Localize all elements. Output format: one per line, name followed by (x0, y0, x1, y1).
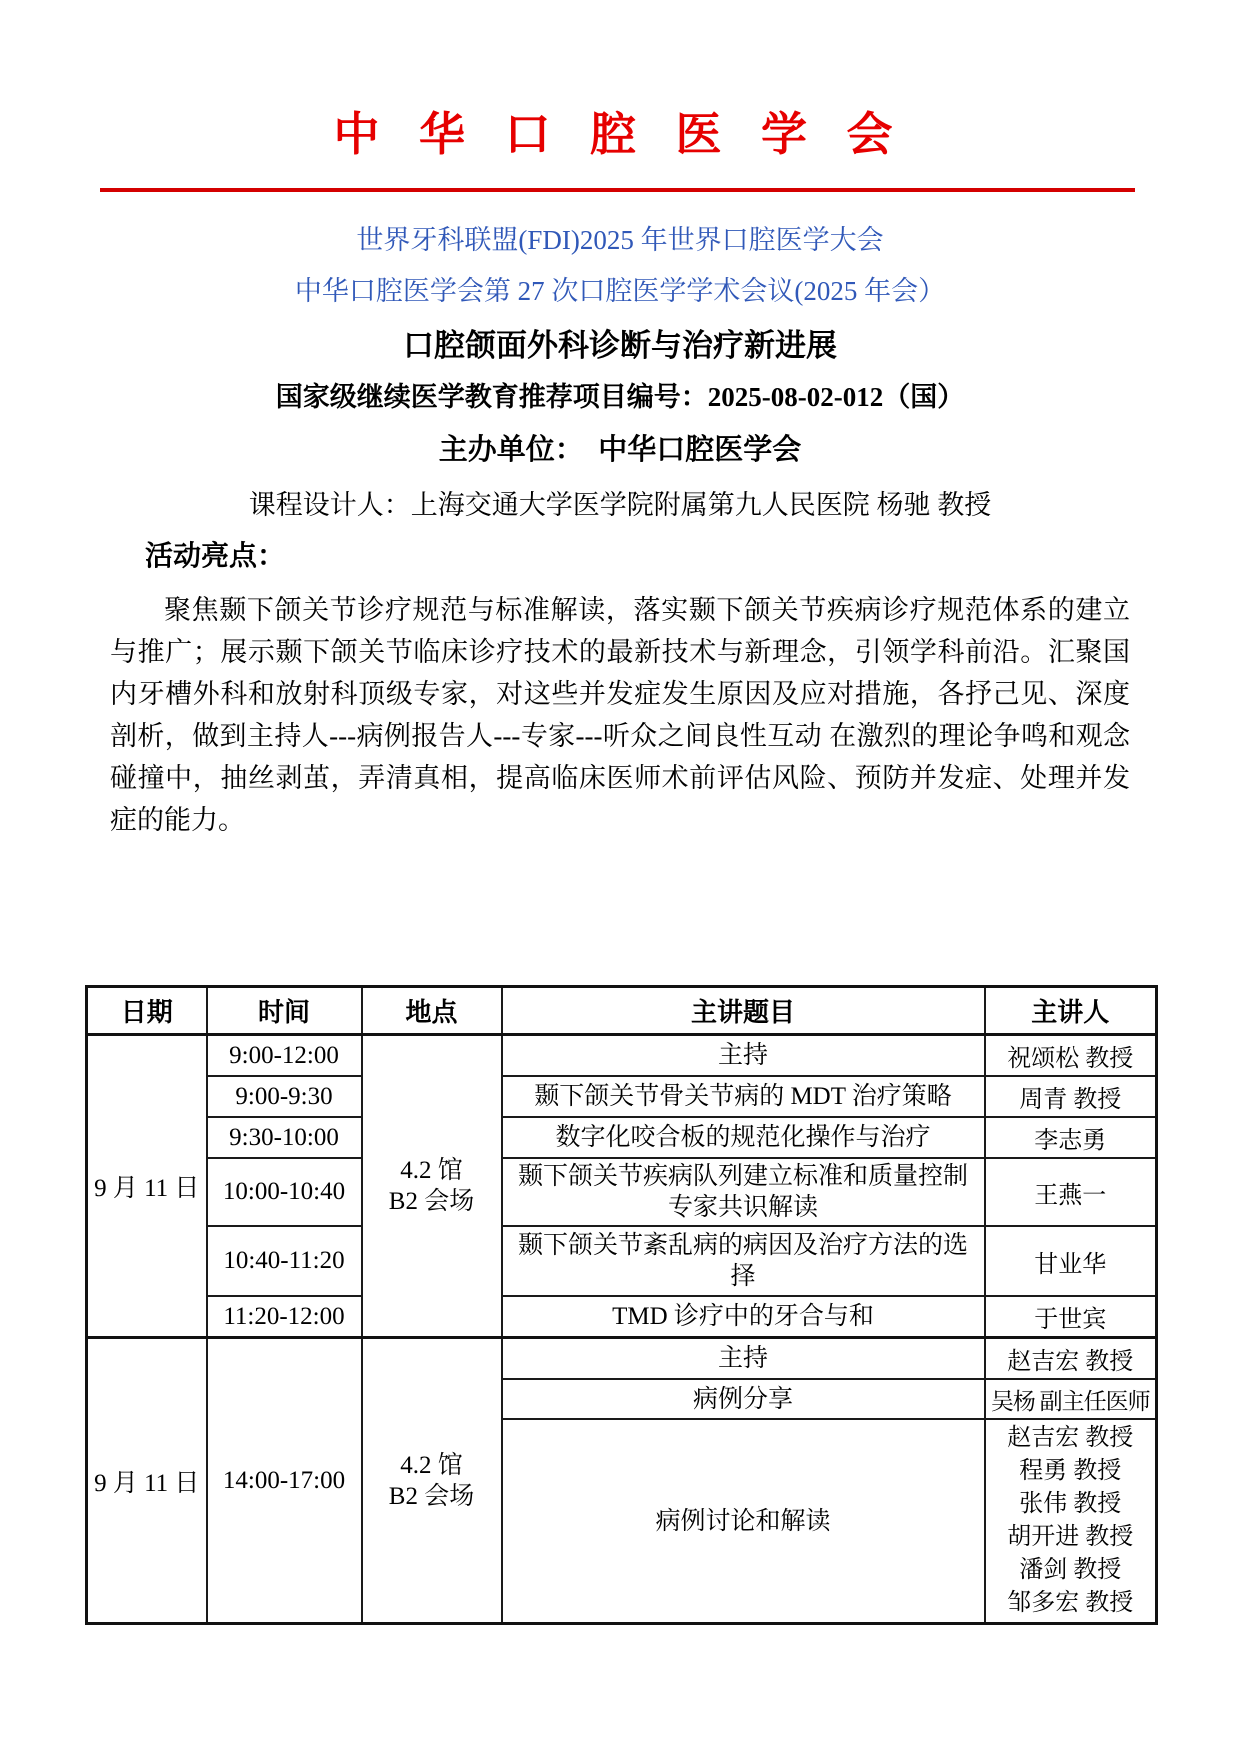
schedule-row (87, 1226, 1157, 1296)
venue-cell (362, 1338, 502, 1624)
conference-title-line2: 中华口腔医学会第 27 次口腔医学学术会议(2025 年会） (294, 276, 946, 306)
topic-cell: 主持 (502, 1338, 985, 1380)
speaker-name: 胡开进 教授 (1007, 1524, 1134, 1550)
venue-cell (362, 1035, 502, 1338)
red-divider (100, 188, 1135, 192)
speaker-name: 程勇 教授 (1019, 1458, 1122, 1484)
speaker-cell: 赵吉宏 教授 (985, 1338, 1157, 1380)
speaker-name: 潘剑 教授 (1019, 1557, 1122, 1583)
speaker-cell: 于世宾 (985, 1296, 1157, 1338)
schedule-row (87, 1035, 1157, 1077)
header-venue: 地点 (362, 987, 502, 1035)
header-speaker: 主讲人 (985, 987, 1157, 1035)
time-cell: 9:30-10:00 (207, 1117, 362, 1158)
course-designer-line: 课程设计人：上海交通大学医学院附属第九人民医院 杨驰 教授 (248, 490, 992, 520)
topic-cell: 主持 (502, 1035, 985, 1077)
highlights-paragraph: 聚焦颞下颌关节诊疗规范与标准解读，落实颞下颌关节疾病诊疗规范体系的建立与推广；展示颞下颌关节临床诊疗技术的最新技术与新理念，引领学科前沿。汇聚国内牙槽外科和放射科顶级专家，对这些并发症发生原因及应对措施，各抒己见、深度剖析，做到主持人---病例报告人---专家---听众之间良性互动 在激烈的理论争鸣和观念碰撞中，抽丝剥茧，弄清真相，提高临床医师术前评估风险、预防并发症、处理并发症的能力。 (110, 595, 1130, 835)
speaker-cell: 吴杨 副主任医师 (985, 1379, 1157, 1419)
venue-hall: 4.2 馆 (400, 1157, 463, 1184)
header-topic: 主讲题目 (502, 987, 985, 1035)
time-cell: 11:20-12:00 (207, 1296, 362, 1338)
topic-cell: 病例讨论和解读 (502, 1419, 985, 1624)
course-title: 口腔颌面外科诊断与治疗新进展 (403, 328, 837, 363)
schedule-row (87, 1076, 1157, 1117)
topic-cell: 颞下颌关节紊乱病的病因及治疗方法的选择 (502, 1226, 985, 1296)
venue-hall: 4.2 馆 (400, 1451, 463, 1479)
venue-room: B2 会场 (388, 1482, 475, 1510)
speaker-cell: 李志勇 (985, 1117, 1157, 1158)
schedule-header-row (87, 987, 1157, 1035)
time-cell: 10:40-11:20 (207, 1226, 362, 1296)
date-cell: 9 月 11 日 (87, 1338, 207, 1624)
topic-cell: 病例分享 (502, 1379, 985, 1419)
project-number-line: 国家级继续医学教育推荐项目编号：2025-08-02-012（国） (275, 382, 965, 412)
speaker-name: 赵吉宏 教授 (1007, 1425, 1134, 1451)
schedule-row (87, 1338, 1157, 1380)
speaker-cell: 周青 教授 (985, 1076, 1157, 1117)
topic-cell: 颞下颌关节疾病队列建立标准和质量控制专家共识解读 (502, 1158, 985, 1226)
highlights-heading: 活动亮点： (145, 541, 286, 572)
header-date: 日期 (87, 987, 207, 1035)
speaker-cell: 祝颂松 教授 (985, 1035, 1157, 1077)
topic-cell: 颞下颌关节骨关节病的 MDT 治疗策略 (502, 1076, 985, 1117)
organization-title: 中 华 口 腔 医 学 会 (333, 109, 907, 160)
topic-cell: TMD 诊疗中的牙合与和 (502, 1296, 985, 1338)
venue-room: B2 会场 (388, 1188, 475, 1215)
topic-cell: 数字化咬合板的规范化操作与治疗 (502, 1117, 985, 1158)
speaker-cell: 甘业华 (985, 1226, 1157, 1296)
schedule-row (87, 1296, 1157, 1338)
host-organization-line: 主办单位： 中华口腔医学会 (438, 434, 802, 466)
schedule-row (87, 1117, 1157, 1158)
time-cell: 9:00-12:00 (207, 1035, 362, 1077)
date-cell: 9 月 11 日 (87, 1035, 207, 1338)
schedule-row (87, 1158, 1157, 1226)
conference-title-line1: 世界牙科联盟(FDI)2025 年世界口腔医学大会 (356, 225, 884, 255)
time-cell: 14:00-17:00 (207, 1338, 362, 1624)
schedule-table (85, 985, 1158, 1625)
time-cell: 9:00-9:30 (207, 1076, 362, 1117)
time-cell: 10:00-10:40 (207, 1158, 362, 1226)
speaker-name: 邹多宏 教授 (1007, 1590, 1134, 1616)
speaker-name: 张伟 教授 (1019, 1491, 1122, 1517)
speaker-list-cell (985, 1419, 1157, 1624)
speaker-cell: 王燕一 (985, 1158, 1157, 1226)
header-time: 时间 (207, 987, 362, 1035)
